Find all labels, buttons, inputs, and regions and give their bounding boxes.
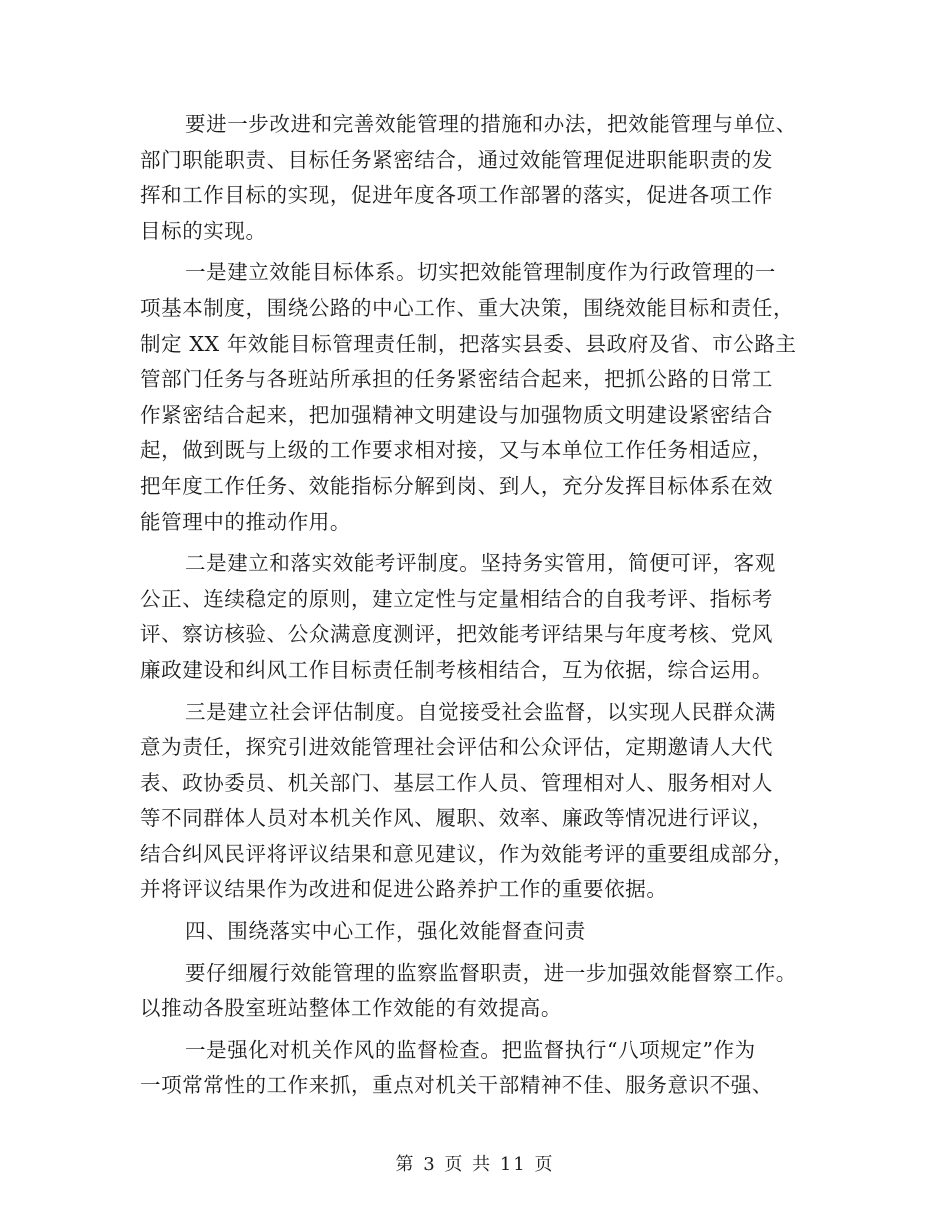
text-line: 公正、连续稳定的原则，建立定性与定量相结合的自我考评、指标考: [140, 586, 773, 611]
text-line: 等不同群体人员对本机关作风、履职、效率、廉政等情况进行评议，: [140, 806, 773, 831]
text-line: 一是建立效能目标体系。切实把效能管理制度作为行政管理的一: [185, 260, 776, 285]
text-line: 评、察访核验、公众满意度测评，把效能考评结果与年度考核、党风: [140, 622, 773, 647]
paragraph-6: [140, 1033, 810, 1104]
text-line: 一是强化对机关作风的监督检查。把监督执行“八项规定”作为: [185, 1037, 756, 1062]
text-line: 以推动各股室班站整体工作效能的有效提高。: [140, 996, 562, 1021]
text-line: 作紧密结合起来，把加强精神文明建设与加强物质文明建设紧密结合: [140, 402, 773, 427]
text-line: 结合纠风民评将评议结果和意见建议，作为效能考评的重要组成部分，: [140, 841, 795, 866]
text-line: 项基本制度，围绕公路的中心工作、重大决策，围绕效能目标和责任，: [140, 295, 795, 320]
text-line: 制定 XX 年效能目标管理责任制，把落实县委、县政府及省、市公路主: [140, 331, 797, 356]
text-line: 要进一步改进和完善效能管理的措施和办法，把效能管理与单位、: [185, 112, 797, 136]
text-line: 二是建立和落实效能考评制度。坚持务实管用，简便可评，客观: [185, 551, 776, 576]
text-line: 意为责任，探究引进效能管理社会评估和公众评估，定期邀请人大代: [140, 735, 773, 760]
paragraph-2: [140, 255, 810, 540]
text-line: 并将评议结果作为改进和促进公路养护工作的重要依据。: [140, 877, 668, 902]
text-line: 管部门任务与各班站所承担的任务紧密结合起来，把抓公路的日常工: [140, 367, 773, 392]
paragraph-5: [140, 956, 810, 1027]
text-line: 能管理中的推动作用。: [140, 509, 351, 534]
text-line: 廉政建设和纠风工作目标责任制考核相结合，互为依据，综合运用。: [140, 657, 773, 682]
text-line: 一项常常性的工作来抓，重点对机关干部精神不佳、服务意识不强、: [140, 1073, 773, 1098]
text-line: 三是建立社会评估制度。自觉接受社会监督，以实现人民群众满: [185, 699, 776, 724]
paragraph-1: [140, 107, 810, 249]
text-line: 表、政协委员、机关部门、基层工作人员、管理相对人、服务相对人: [140, 770, 773, 795]
text-line: 把年度工作任务、效能指标分解到岗、到人，充分发挥目标体系在效: [140, 473, 773, 498]
page-number-footer: 第 3 页 共 11 页: [395, 1154, 555, 1175]
text-line: 挥和工作目标的实现，促进年度各项工作部署的落实，促进各项工作: [140, 183, 773, 208]
text-line: 部门职能职责、目标任务紧密结合，通过效能管理促进职能职责的发: [140, 147, 773, 172]
text-line: 起，做到既与上级的工作要求相对接，又与本单位工作任务相适应，: [140, 438, 773, 463]
paragraph-4: [140, 695, 810, 909]
heading-line: 四、围绕落实中心工作，强化效能督查问责: [185, 919, 586, 944]
paragraph-3: [140, 546, 810, 688]
document-body: [140, 107, 810, 1104]
text-line: 目标的实现。: [140, 218, 267, 243]
text-line: 要仔细履行效能管理的监察监督职责，进一步加强效能督察工作。: [185, 960, 797, 985]
section-heading: [140, 914, 810, 950]
